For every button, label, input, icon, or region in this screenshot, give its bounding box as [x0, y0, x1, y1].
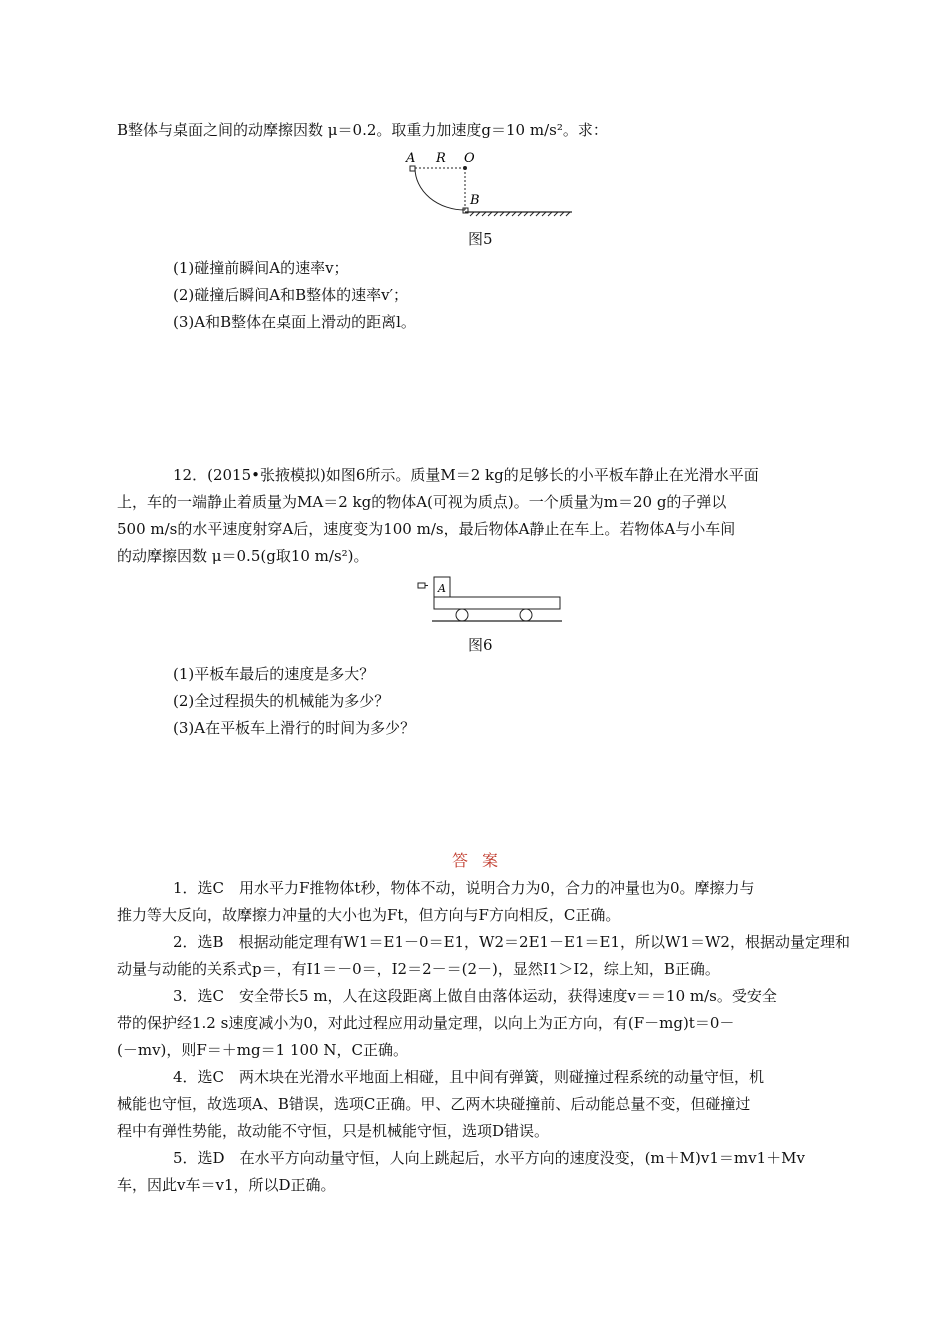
answer-line: 推力等大反向，故摩擦力冲量的大小也为Ft，但方向与F方向相反，C正确。 — [117, 906, 621, 924]
answers-title: 答案 — [452, 851, 513, 870]
answer-line: 械能也守恒，故选项A、B错误，选项C正确。甲、乙两木块碰撞前、后动能总量不变，但碰撞过 — [117, 1095, 751, 1113]
q11-part-2: (2)碰撞后瞬间A和B整体的速率v′； — [173, 286, 408, 304]
q11-part-1: (1)碰撞前瞬间A的速率v； — [173, 259, 349, 277]
answer-line: 2．选B 根据动能定理有W1＝E1－0＝E1，W2＝2E1－E1＝E1，所以W1＝W2，根据动量定理和 — [173, 933, 850, 951]
answer-line: 动量与动能的关系式p＝，有I1＝－0＝，I2＝2－＝(2－)，显然I1＞I2，综上知，B正确。 — [117, 960, 720, 978]
fig5-block-a — [410, 166, 415, 171]
fig6-label-a: A — [438, 582, 446, 595]
q12-line-1: 12．(2015•张掖模拟)如图6所示。质量M＝2 kg的足够长的小平板车静止在光滑水平面 — [173, 466, 759, 484]
q12-line-4: 的动摩擦因数 μ＝0.5(g取10 m/s²)。 — [117, 547, 369, 565]
answer-line: 4．选C 两木块在光滑水平地面上相碰，且中间有弹簧，则碰撞过程系统的动量守恒，机 — [173, 1068, 765, 1086]
answer-line: (－mv)，则F＝＋mg＝1 100 N，C正确。 — [117, 1041, 408, 1059]
fig5-label-r: R — [436, 151, 446, 166]
fig6-cart-board — [434, 597, 560, 609]
fig6-wheel-left — [456, 609, 468, 621]
answer-line: 车，因此v车＝v1，所以D正确。 — [117, 1176, 336, 1194]
q12-part-3: (3)A在平板车上滑行的时间为多少？ — [173, 719, 416, 737]
fig5-label-a: A — [406, 151, 416, 166]
fig5-label-b: B — [470, 193, 480, 208]
q12-line-3: 500 m/s的水平速度射穿A后，速度变为100 m/s，最后物体A静止在车上。若物体A与小车间 — [117, 520, 736, 538]
q12-line-2: 上，车的一端静止着质量为MA＝2 kg的物体A(可视为质点)。一个质量为m＝20 g的子弹以 — [117, 493, 727, 511]
figure-6 — [410, 574, 570, 634]
answer-line: 带的保护经1.2 s速度减小为0，对此过程应用动量定理，以向上为正方向，有(F－mg)t＝0－ — [117, 1014, 735, 1032]
fig6-caption: 图6 — [468, 636, 493, 654]
fig6-wheel-right — [520, 609, 532, 621]
fig6-bullet — [418, 583, 425, 588]
q11-part-3: (3)A和B整体在桌面上滑动的距离l。 — [173, 313, 416, 331]
answer-line: 1．选C 用水平力F推物体t秒，物体不动，说明合力为0，合力的冲量也为0。摩擦力与 — [173, 879, 755, 897]
answer-line: 3．选C 安全带长5 m，人在这段距离上做自由落体运动，获得速度v＝＝10 m/s。受安全 — [173, 987, 777, 1005]
q12-part-2: (2)全过程损失的机械能为多少？ — [173, 692, 390, 710]
answer-line: 5．选D 在水平方向动量守恒，人向上跳起后，水平方向的速度没变，(m＋M)v1＝mv1＋Mv — [173, 1149, 805, 1167]
fig5-label-o: O — [464, 151, 475, 166]
q12-part-1: (1)平板车最后的速度是多大？ — [173, 665, 375, 683]
figure-5 — [400, 148, 580, 220]
q11-intro: B整体与桌面之间的动摩擦因数 μ＝0.2。取重力加速度g＝10 m/s²。求： — [117, 121, 608, 139]
answer-line: 程中有弹性势能，故动能不守恒，只是机械能守恒，选项D错误。 — [117, 1122, 550, 1140]
fig5-arc-track — [415, 168, 465, 210]
fig5-caption: 图5 — [468, 230, 493, 248]
